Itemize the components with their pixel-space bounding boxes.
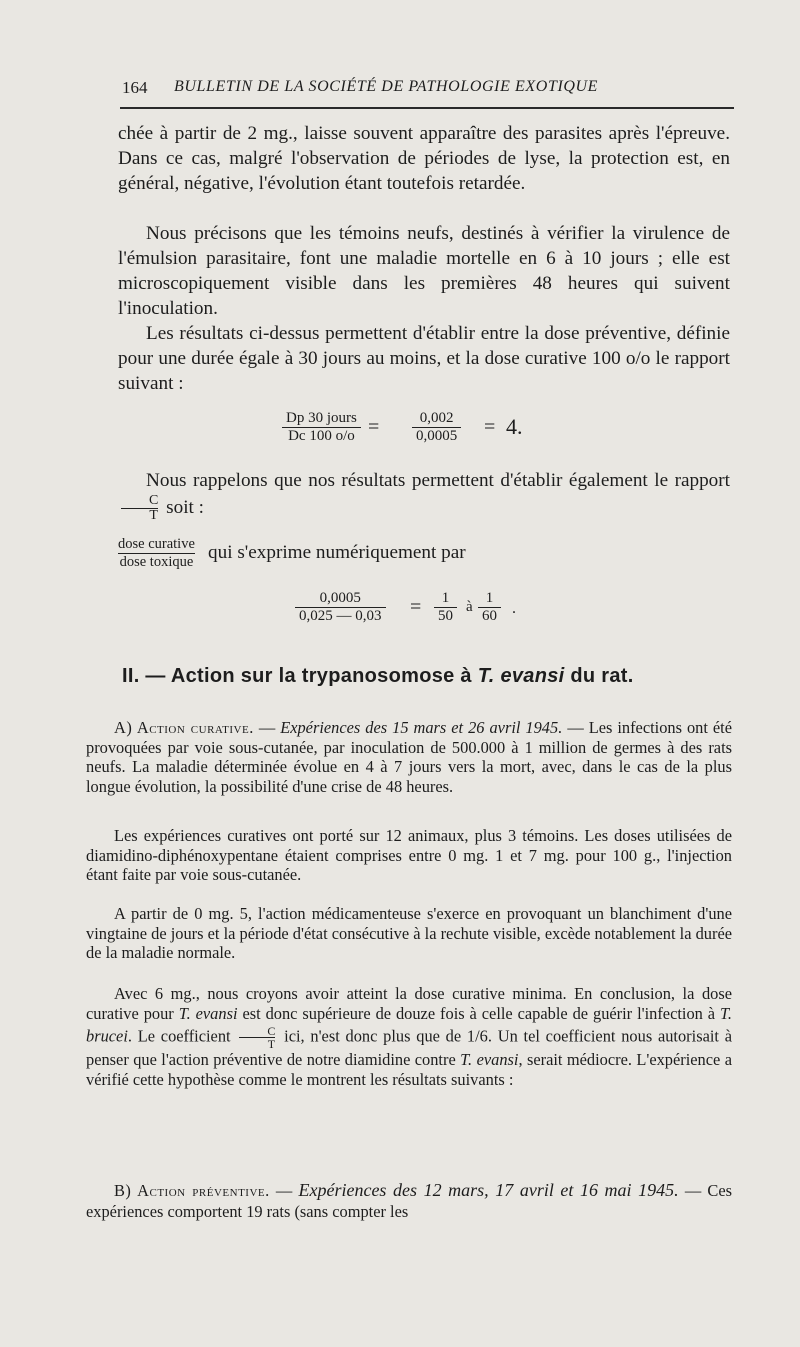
header-rule bbox=[120, 107, 734, 109]
equation1-result: 4. bbox=[506, 414, 523, 439]
coefficient-c-over-t bbox=[239, 1025, 275, 1050]
journal-title: BULLETIN DE LA SOCIÉTÉ DE PATHOLOGIE EXOTIQUE bbox=[174, 78, 599, 95]
section-heading bbox=[122, 665, 634, 688]
equation2-den3: 60 bbox=[478, 607, 501, 625]
equation1-equals-2: = bbox=[484, 416, 496, 438]
equation2-fraction-1 bbox=[295, 590, 386, 625]
ratio-c: C bbox=[149, 493, 159, 508]
paragraph-2: Nous précisons que les témoins neufs, destinés à vérifier la virulence de l'émulsion parasitaire, font une maladie mortelle en 6 à 10 jours ; elle est microscopiquement visible dans les premières 48 heures qui suivent l'inoculation. bbox=[118, 223, 730, 319]
ratio-t: T bbox=[121, 508, 158, 523]
section-a-species-1: T. evansi bbox=[178, 1004, 238, 1024]
coefficient-t: T bbox=[239, 1037, 275, 1050]
equation1-num2: 0,002 bbox=[419, 410, 454, 426]
section-b-label: B) Action préventive. bbox=[114, 1181, 270, 1200]
equation1-den2: 0,0005 bbox=[412, 427, 461, 445]
page-header bbox=[122, 78, 732, 102]
section-b-dates: Expériences des 12 mars, 17 avril et 16 mai 1945. bbox=[298, 1180, 679, 1200]
section-a-species-3: T. evansi bbox=[460, 1049, 519, 1069]
equation2-fraction-2 bbox=[434, 590, 457, 625]
section-b-paragraph bbox=[86, 1180, 732, 1222]
section-b-sep: — bbox=[275, 1181, 293, 1200]
paragraph-3: Les résultats ci-dessus permettent d'établir entre la dose préventive, définie pour une durée égale à 30 jours au moins, et la dose curative 100 o/o le rapport suivant : bbox=[118, 323, 730, 394]
paragraph-5-text: qui s'exprime numériquement par bbox=[208, 542, 466, 563]
section-a-dates: Expériences des 15 mars et 26 avril 1945. bbox=[280, 718, 563, 737]
section-heading-suffix: du rat. bbox=[570, 665, 634, 687]
ratio-dose-toxique: dose toxique bbox=[119, 554, 194, 570]
equation2-num2: 1 bbox=[441, 590, 450, 606]
equation1-fraction-2 bbox=[412, 410, 461, 445]
equation1-den1: Dc 100 o/o bbox=[282, 427, 361, 445]
section-a-sep: — bbox=[258, 718, 276, 737]
equation2-connector: à bbox=[466, 599, 473, 615]
equation1-equals-1: = bbox=[368, 416, 380, 438]
equation2-num1: 0,0005 bbox=[319, 590, 361, 606]
equation1-num1: Dp 30 jours bbox=[286, 410, 357, 426]
paragraph-4-end: soit : bbox=[166, 496, 204, 518]
section-a-species-2: T. brucei bbox=[86, 1004, 732, 1046]
paragraph-1: chée à partir de 2 mg., laisse souvent apparaître des parasites après l'épreuve. Dans ce cas, malgré l'observation de périodes de lyse, la protection est, en général, négative, l'évolution étant toutefois retardée. bbox=[118, 123, 730, 194]
section-a-paragraph-3: A partir de 0 mg. 5, l'action médicamenteuse s'exerce en provoquant un blanchiment d'une vingtaine de jours et la période d'état consécutive à la rechute visible, excède notablement la durée de la maladie normale. bbox=[86, 904, 732, 963]
section-a-text-4c: . Le coefficient bbox=[127, 1026, 231, 1046]
ratio-dose-curative-toxique bbox=[118, 536, 195, 571]
ratio-dose-curative: dose curative bbox=[118, 536, 195, 552]
section-heading-prefix: II. — Action sur la trypanosomose à bbox=[122, 665, 472, 687]
equation2-equals: = bbox=[410, 596, 422, 618]
section-a-text-4d: ici, n'est donc plus que de 1/6. Un tel coefficient nous autorisait à penser que l'action préventive de notre diamidine contre bbox=[86, 1026, 732, 1069]
ratio-c-over-t bbox=[121, 494, 158, 523]
section-a-text-1: — Les infections ont été provoquées par voie sous-cutanée, par inoculation de 500.000 à 1 million de germes à des rats neufs. La maladie déterminée évolue en 4 à 7 jours vers la mort, avec, dans le cas de la plus longue évolution, la possibilité d'une crise de 48 heures. bbox=[86, 718, 733, 797]
section-a-label: A) Action curative. bbox=[114, 718, 254, 737]
section-a-paragraph-2: Les expériences curatives ont porté sur 12 animaux, plus 3 témoins. Les doses utilisées de diamidino-diphénoxypentane étaient comprises entre 0 mg. 1 et 7 mg. pour 100 g., l'injection étant faite par voie sous-cutanée. bbox=[86, 826, 732, 885]
section-b-text: — Ces expériences comportent 19 rats (sans compter les bbox=[86, 1181, 732, 1221]
equation1-fraction-1 bbox=[282, 410, 361, 445]
paragraph-4 bbox=[118, 468, 730, 523]
section-a-text-4b: est donc supérieure de douze fois à celle capable de guérir l'infection à bbox=[242, 1004, 716, 1024]
equation2-num3: 1 bbox=[485, 590, 494, 606]
equation2-end: . bbox=[512, 600, 516, 617]
section-a-text-4a: Avec 6 mg., nous croyons avoir atteint la dose curative minima. En conclusion, la dose curative pour bbox=[86, 984, 732, 1024]
equation2-fraction-3 bbox=[478, 590, 501, 625]
paragraph-4-text: Nous rappelons que nos résultats permettent d'établir également le rapport bbox=[146, 470, 730, 491]
coefficient-c: C bbox=[267, 1023, 276, 1038]
equation2-den2: 50 bbox=[434, 607, 457, 625]
section-a-text-4e: , serait médiocre. L'expérience a vérifié cette hypothèse comme le montrent les résultats suivants : bbox=[86, 1049, 732, 1090]
section-a-paragraph-1 bbox=[86, 718, 732, 797]
section-heading-species: T. evansi bbox=[477, 665, 565, 687]
equation2-den1: 0,025 — 0,03 bbox=[295, 607, 386, 625]
page-number: 164 bbox=[122, 78, 148, 97]
section-a-paragraph-4 bbox=[86, 984, 732, 1091]
